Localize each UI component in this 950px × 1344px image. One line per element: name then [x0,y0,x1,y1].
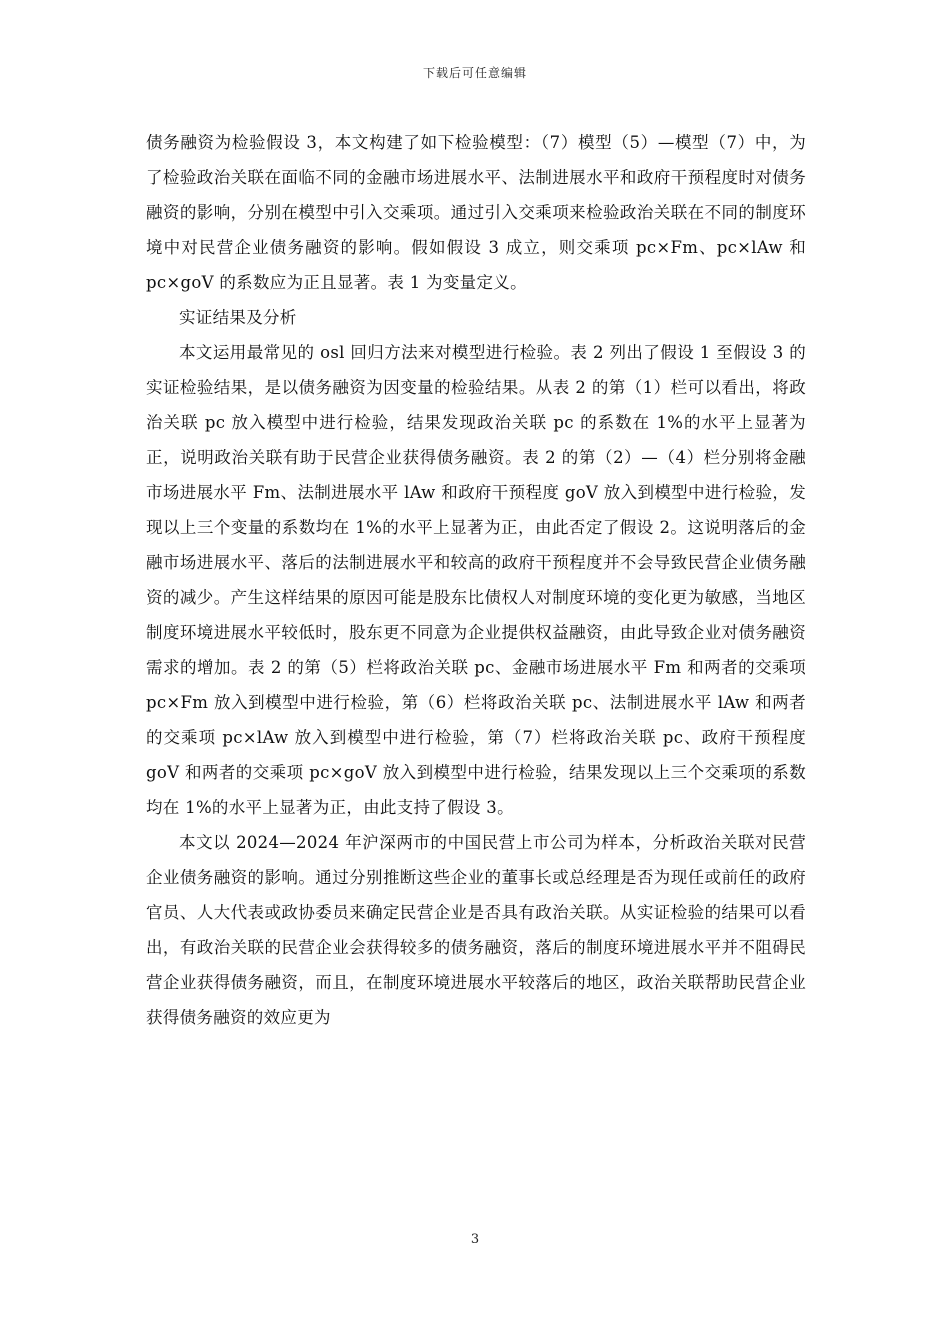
page-number: 3 [470,1232,480,1247]
paragraph-conclusion: 本文以 2024—2024 年沪深两市的中国民营上市公司为样本，分析政治关联对民营企业债务融资的影响。通过分别推断这些企业的董事长或总经理是否为现任或前任的政府官员、人大代表或政协委员来确定民营企业是否具有政治关联。从实证检验的结果可以看出，有政治关联的民营企业会获得较多的债务融资，落后的制度环境进展水平并不阻碍民营企业获得债务融资，而且，在制度环境进展水平较落后的地区，政治关联帮助民营企业获得债务融资的效应更为 [146,833,806,1027]
paragraph-empirical-results: 本文运用最常见的 osl 回归方法来对模型进行检验。表 2 列出了假设 1 至假设 3 的实证检验结果，是以债务融资为因变量的检验结果。从表 2 的第（1）栏可以看出，将政治关联 pc 放入模型中进行检验，结果发现政治关联 pc 的系数在 1%的水平上显著为正，说明政治关联有助于民营企业获得债务融资。表 2 的第（2）—（4）栏分别将金融市场进展水平 Fm、法制进展水平 lAw 和政府干预程度 goV 放入到模型中进行检验，发现以上三个变量的系数均在 1%的水平上显著为正，由此否定了假设 2。这说明落后的金融市场进展水平、落后的法制进展水平和较高的政府干预程度并不会导致民营企业债务融资的减少。产生这样结果的原因可能是股东比债权人对制度环境的变化更为敏感，当地区制度环境进展水平较低时，股东更不同意为企业提供权益融资，由此导致企业对债务融资需求的增加。表 2 的第（5）栏将政治关联 pc、金融市场进展水平 Fm 和两者的交乘项 pc×Fm 放入到模型中进行检验，第（6）栏将政治关联 pc、法制进展水平 lAw 和两者的交乘项 pc×lAw 放入到模型中进行检验，第（7）栏将政治关联 pc、政府干预程度 goV 和两者的交乘项 pc×goV 放入到模型中进行检验，结果发现以上三个交乘项的系数均在 1%的水平上显著为正，由此支持了假设 3。 [146,343,806,817]
document-body [146,125,806,1035]
paragraph-model-description: 债务融资为检验假设 3，本文构建了如下检验模型：（7）模型（5）—模型（7）中，为了检验政治关联在面临不同的金融市场进展水平、法制进展水平和政府干预程度时对债务融资的影响，分别在模型中引入交乘项。通过引入交乘项来检验政治关联在不同的制度环境中对民营企业债务融资的影响。假如假设 3 成立，则交乘项 pc×Fm、pc×lAw 和 pc×goV 的系数应为正且显著。表 1 为变量定义。 [146,133,806,292]
page-header: 下载后可任意编辑 [422,66,527,80]
section-heading: 实证结果及分析 [179,308,297,327]
